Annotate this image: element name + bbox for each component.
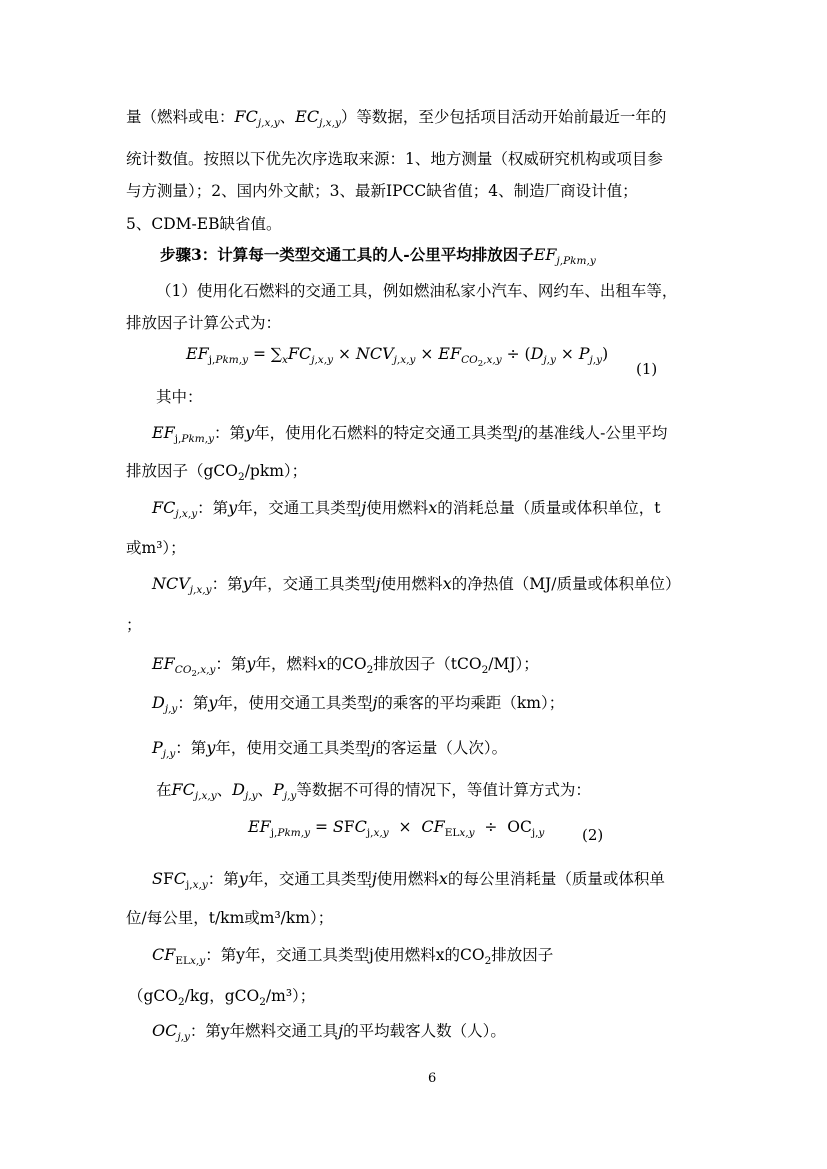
para1-line-1: （1）使用化石燃料的交通工具，例如燃油私家小汽车、网约车、出租车等， xyxy=(156,282,678,300)
equation-2-number: (2) xyxy=(582,826,604,844)
def-cf-line-2: （gCO$_2$/kg，gCO$_2$/m³）； xyxy=(128,987,316,1008)
equation-1-number: (1) xyxy=(636,360,658,378)
def-sfc: $SFC_{j,x,y}$：第y年，交通工具类型j使用燃料x的每公里消耗量（质量或体积单 xyxy=(152,869,665,891)
equation-2: $EF_{j,Pkm,y} = SFC_{j,x,y} \times CF_{ELx,y} \div OC_{j,y}$ xyxy=(248,817,545,839)
def-cf: $CF_{ELx,y}$：第y年，交通工具类型j使用燃料x的$CO_2$排放因子 xyxy=(152,945,554,967)
def-fc-line-2: 或m³）； xyxy=(126,539,186,557)
def-ncv: $NCV_{j,x,y}$：第y年，交通工具类型j使用燃料x的净热值（MJ/质量或体积单位） xyxy=(152,574,681,596)
def-oc: $OC_{j,y}$：第y年燃料交通工具j的平均载客人数（人）。 xyxy=(152,1021,506,1043)
page-number: 6 xyxy=(428,1071,437,1086)
def-d: $D_{j,y}$：第y年，使用交通工具类型j的乘客的平均乘距（km）； xyxy=(152,693,565,715)
def-ef: $EF_{j,Pkm,y}$：第y年，使用化石燃料的特定交通工具类型j的基准线人-公里平均 xyxy=(152,423,668,445)
equation-1: $EF_{j,Pkm,y} = \sum_xFC_{j,x,y} \times NCV_{j,x,y} \times EF_{CO_2,x,y} \div (D_{j,y} \times P_{j,y})$ xyxy=(186,344,609,369)
def-sfc-line-2: 位/每公里，t/km或m³/km）； xyxy=(126,909,334,927)
where-label: 其中： xyxy=(156,388,203,406)
alt-line: 在$FC_{j,x,y}$、$D_{j,y}$、$P_{j,y}$等数据不可得的情况下，等值计算方式为： xyxy=(156,780,591,802)
def-p: $P_{j,y}$：第y年，使用交通工具类型j的客运量（人次）。 xyxy=(152,738,508,760)
para1-line-2: 排放因子计算公式为： xyxy=(126,314,282,332)
def-ef-co2: $EF_{CO_2,x,y}$：第y年，燃料x的$CO_2$排放因子（tCO$_2$/MJ）； xyxy=(152,654,539,679)
step3-heading: 步骤3：计算每一类型交通工具的人-公里平均排放因子$EF_{j,Pkm,y}$ xyxy=(160,245,596,267)
intro-line-2: 统计数值。按照以下优先次序选取来源：1、地方测量（权威研究机构或项目参 xyxy=(126,150,663,168)
def-ef-line-2: 排放因子（gCO$_2$/pkm）； xyxy=(126,462,308,483)
def-fc: $FC_{j,x,y}$：第y年，交通工具类型j使用燃料x的消耗总量（质量或体积单位，t xyxy=(152,498,661,520)
intro-line-3: 与方测量）；2、国内外文献；3、最新IPCC缺省值；4、制造厂商设计值； xyxy=(126,182,638,200)
def-ncv-line-2: ； xyxy=(126,616,142,634)
intro-line-4: 5、CDM-EB缺省值。 xyxy=(126,215,282,233)
intro-line-1: 量（燃料或电：$FC_{j,x,y}$、$EC_{j,x,y}$）等数据，至少包括项目活动开始前最近一年的 xyxy=(126,107,667,129)
